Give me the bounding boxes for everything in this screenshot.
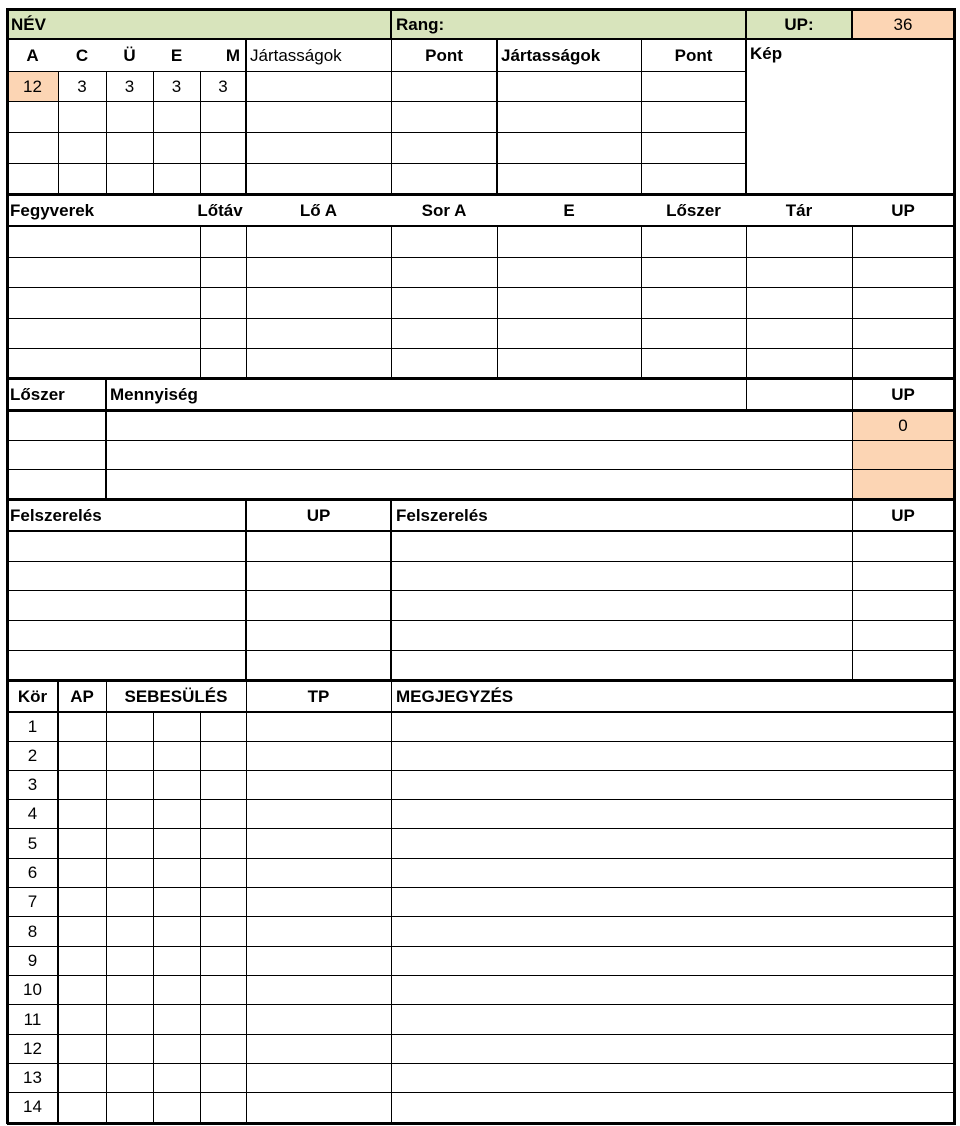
grid-line bbox=[7, 257, 954, 258]
attr-value-a[interactable] bbox=[7, 71, 58, 101]
grid-line bbox=[7, 132, 746, 133]
grid-line bbox=[106, 71, 107, 194]
grid-line bbox=[7, 858, 954, 859]
e-label: E bbox=[563, 200, 575, 220]
attr-value-e[interactable] bbox=[153, 71, 200, 101]
grid-line bbox=[57, 680, 59, 1122]
grid-line bbox=[7, 1063, 954, 1064]
grid-line bbox=[851, 9, 853, 39]
attr-value-c[interactable] bbox=[58, 71, 106, 101]
grid-line bbox=[7, 1034, 954, 1035]
grid-line bbox=[245, 39, 247, 194]
grid-line bbox=[7, 225, 954, 227]
round-number-text: 13 bbox=[23, 1068, 42, 1087]
quantity-label: Mennyiség bbox=[110, 384, 198, 404]
notes-label: MEGJEGYZÉS bbox=[396, 686, 514, 706]
grid-line bbox=[7, 440, 954, 441]
shot-a-header bbox=[246, 194, 391, 226]
points-label: Pont bbox=[674, 45, 713, 65]
round-number bbox=[7, 975, 58, 1004]
grid-line bbox=[7, 590, 954, 591]
attr-header-label: C bbox=[75, 45, 89, 65]
grid-line bbox=[7, 620, 954, 621]
burst-a-label: Sor A bbox=[421, 200, 467, 220]
grid-line bbox=[6, 8, 9, 1124]
round-number-text: 9 bbox=[27, 951, 38, 970]
skills-label: Jártasságok bbox=[250, 45, 342, 65]
attr-value: 3 bbox=[124, 76, 135, 96]
grid-line bbox=[7, 1122, 956, 1125]
points-header-2 bbox=[641, 39, 746, 71]
grid-line bbox=[7, 770, 954, 771]
grid-line bbox=[7, 946, 954, 947]
grid-line bbox=[745, 39, 747, 194]
weapons-header bbox=[7, 194, 200, 226]
ap-label: AP bbox=[70, 686, 94, 706]
grid-line bbox=[390, 9, 392, 39]
name-label: NÉV bbox=[11, 14, 46, 34]
ammo-type-header bbox=[641, 194, 746, 226]
grid-line bbox=[7, 975, 954, 976]
weapons-up-label: UP bbox=[891, 200, 915, 220]
grid-line bbox=[852, 226, 853, 378]
round-number-text: 3 bbox=[27, 775, 38, 794]
grid-line bbox=[7, 711, 954, 713]
grid-line bbox=[7, 498, 954, 501]
name-header-cell[interactable] bbox=[7, 9, 391, 39]
wounds-label: SEBESÜLÉS bbox=[124, 686, 228, 706]
grid-line bbox=[7, 348, 954, 349]
range-header bbox=[185, 194, 255, 226]
grid-line bbox=[7, 679, 954, 682]
grid-line bbox=[200, 226, 201, 378]
round-number bbox=[7, 741, 58, 770]
round-number-text: 1 bbox=[27, 717, 38, 736]
quantity-header bbox=[106, 378, 406, 410]
grid-line bbox=[391, 226, 392, 378]
grid-line bbox=[7, 1004, 954, 1005]
ap-header bbox=[58, 680, 106, 712]
grid-line bbox=[7, 887, 954, 888]
round-number-text: 11 bbox=[23, 1009, 42, 1029]
magazine-header bbox=[746, 194, 852, 226]
rank-label: Rang: bbox=[396, 14, 445, 34]
e-header bbox=[497, 194, 641, 226]
attr-value-m[interactable] bbox=[200, 71, 246, 101]
attr-value: 3 bbox=[77, 76, 87, 96]
points-header-1 bbox=[391, 39, 497, 71]
attr-value: 3 bbox=[218, 76, 228, 96]
grid-line bbox=[153, 71, 154, 194]
round-number bbox=[7, 770, 58, 799]
grid-line bbox=[246, 680, 247, 1122]
magazine-label: Tár bbox=[785, 200, 813, 220]
grid-line bbox=[746, 226, 747, 378]
grid-line bbox=[7, 799, 954, 800]
round-number-text: 14 bbox=[23, 1097, 42, 1116]
attr-header-label: M bbox=[225, 45, 240, 65]
round-number-text: 10 bbox=[23, 980, 42, 999]
round-number bbox=[7, 1063, 58, 1092]
round-number bbox=[7, 1034, 58, 1063]
attr-header-e bbox=[153, 39, 200, 71]
up-label-cell bbox=[746, 9, 852, 39]
round-number-text: 12 bbox=[23, 1039, 42, 1058]
grid-line bbox=[641, 39, 642, 194]
weapons-label: Fegyverek bbox=[10, 200, 95, 220]
grid-line bbox=[641, 226, 642, 378]
notes-header bbox=[391, 680, 954, 712]
round-number-text: 7 bbox=[27, 892, 38, 911]
round-number-text: 4 bbox=[27, 804, 38, 823]
round-number bbox=[7, 916, 58, 946]
attr-header-c bbox=[58, 39, 106, 71]
ammo-up-value-1[interactable] bbox=[852, 410, 954, 440]
grid-line bbox=[7, 916, 954, 917]
grid-line bbox=[496, 39, 498, 194]
grid-line bbox=[746, 378, 747, 410]
tp-header bbox=[246, 680, 391, 712]
ammo-up-value-2[interactable] bbox=[852, 440, 954, 469]
round-number-text: 6 bbox=[27, 863, 38, 882]
grid-line bbox=[7, 38, 954, 40]
equipment-up-header-left bbox=[246, 499, 391, 531]
grid-line bbox=[246, 226, 247, 378]
round-number bbox=[7, 858, 58, 887]
round-number bbox=[7, 799, 58, 828]
grid-line bbox=[7, 377, 954, 380]
grid-line bbox=[497, 226, 498, 378]
grid-line bbox=[7, 193, 954, 196]
equipment-header-right bbox=[391, 499, 852, 531]
round-number bbox=[7, 712, 58, 741]
grid-line bbox=[852, 499, 853, 680]
round-number-text: 2 bbox=[27, 746, 38, 765]
attr-header-label: A bbox=[26, 45, 39, 65]
grid-line bbox=[106, 680, 107, 1122]
grid-line bbox=[153, 712, 154, 1122]
grid-line bbox=[745, 9, 747, 39]
skills-header-2 bbox=[497, 39, 641, 71]
grid-line bbox=[7, 1092, 954, 1093]
weapons-up-header bbox=[852, 194, 954, 226]
grid-line bbox=[7, 8, 956, 11]
rank-header-cell[interactable] bbox=[391, 9, 746, 39]
grid-line bbox=[852, 378, 853, 499]
tp-label: TP bbox=[307, 686, 330, 706]
grid-line bbox=[7, 530, 954, 532]
grid-line bbox=[7, 71, 746, 72]
attr-header-label: E bbox=[170, 45, 183, 65]
round-number bbox=[7, 828, 58, 858]
grid-line bbox=[245, 499, 247, 680]
attr-header-u bbox=[106, 39, 153, 71]
points-label: Pont bbox=[425, 45, 463, 65]
ammo-header bbox=[7, 378, 106, 410]
attr-header-label: Ü bbox=[123, 45, 136, 65]
grid-line bbox=[7, 469, 954, 470]
grid-line bbox=[391, 39, 392, 194]
grid-line bbox=[7, 163, 746, 164]
grid-line bbox=[7, 287, 954, 288]
grid-line bbox=[105, 378, 107, 499]
range-label: Lőtáv bbox=[197, 200, 243, 220]
ammo-label: Lőszer bbox=[10, 384, 65, 404]
grid-line bbox=[7, 561, 954, 562]
round-number bbox=[7, 887, 58, 916]
grid-line bbox=[390, 499, 392, 680]
up-total-value: 36 bbox=[893, 14, 913, 34]
burst-a-header bbox=[391, 194, 497, 226]
grid-line bbox=[7, 409, 954, 412]
attr-value: 3 bbox=[171, 76, 182, 96]
round-number-text: 5 bbox=[27, 833, 38, 853]
grid-line bbox=[200, 71, 201, 194]
grid-line bbox=[58, 71, 59, 194]
grid-line bbox=[7, 318, 954, 319]
round-number bbox=[7, 946, 58, 975]
equipment-up-header-right bbox=[852, 499, 954, 531]
ammo-up-header bbox=[852, 378, 954, 410]
ammo-up-value-3[interactable] bbox=[852, 469, 954, 499]
up-total-cell[interactable] bbox=[852, 9, 954, 39]
attr-header-m bbox=[200, 39, 246, 71]
equipment-header-left bbox=[7, 499, 246, 531]
ammo-up-value: 0 bbox=[898, 415, 908, 435]
grid-line bbox=[953, 8, 956, 1124]
round-number-text: 8 bbox=[27, 921, 38, 941]
ammo-type-label: Lőszer bbox=[666, 200, 721, 220]
shot-a-label: Lő A bbox=[299, 200, 338, 220]
attr-value: 12 bbox=[23, 76, 42, 96]
equipment-label-right: Felszerelés bbox=[396, 505, 488, 525]
grid-line bbox=[7, 741, 954, 742]
equipment-up-label-right: UP bbox=[891, 505, 915, 525]
attr-value-u[interactable] bbox=[106, 71, 153, 101]
round-number bbox=[7, 1004, 58, 1034]
grid-line bbox=[391, 680, 392, 1122]
grid-line bbox=[7, 101, 746, 102]
grid-line bbox=[7, 650, 954, 651]
round-number bbox=[7, 1092, 58, 1121]
wounds-header bbox=[106, 680, 246, 712]
up-label: UP: bbox=[784, 14, 814, 34]
ammo-up-label: UP bbox=[891, 384, 915, 404]
skills-header-1 bbox=[246, 39, 391, 71]
equipment-label-left: Felszerelés bbox=[10, 505, 102, 525]
grid-line bbox=[200, 712, 201, 1122]
round-label: Kör bbox=[17, 686, 48, 706]
picture-label: Kép bbox=[750, 44, 783, 63]
round-header bbox=[7, 680, 58, 712]
grid-line bbox=[7, 828, 954, 829]
equipment-up-label-left: UP bbox=[306, 505, 331, 525]
skills-label: Jártasságok bbox=[501, 45, 601, 65]
attr-header-a bbox=[7, 39, 58, 71]
picture-box[interactable] bbox=[746, 39, 954, 194]
